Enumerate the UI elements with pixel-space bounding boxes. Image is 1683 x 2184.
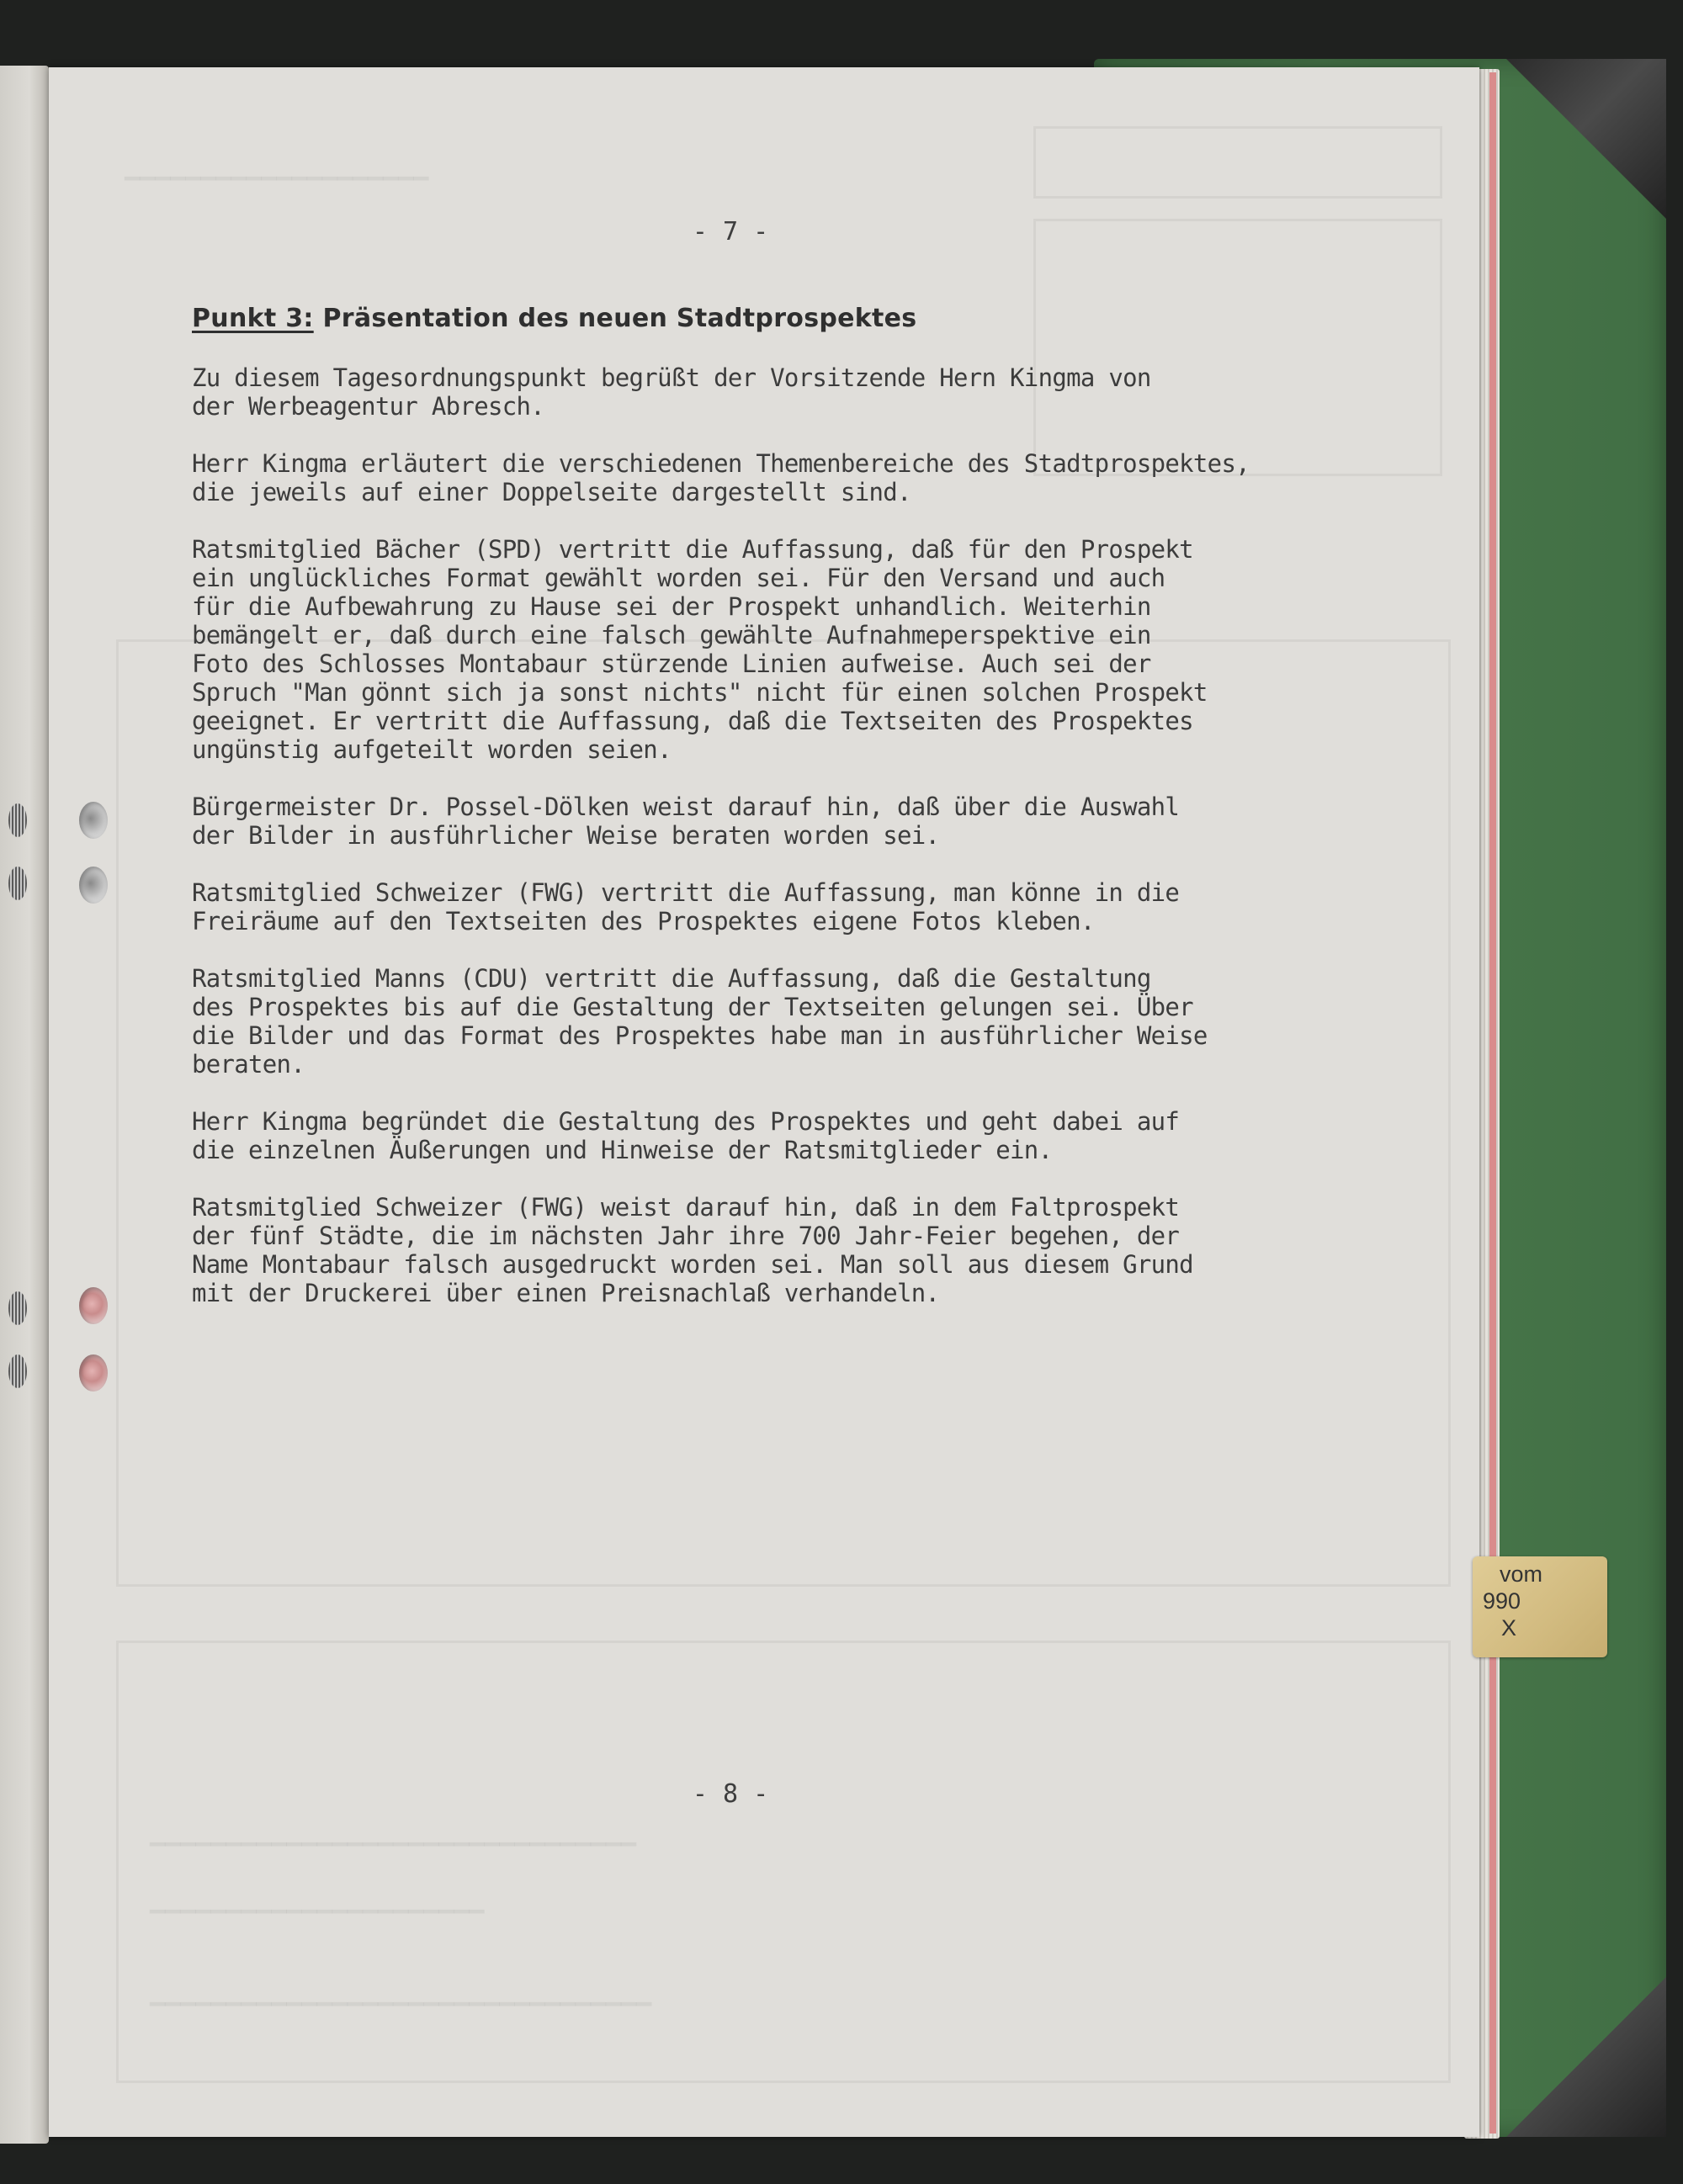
- binder-ring: [8, 867, 27, 900]
- show-through-box: [116, 1641, 1451, 2083]
- red-page-edge: [1489, 72, 1496, 2134]
- left-page-edge: [0, 66, 49, 2144]
- show-through-text: ▁▁▁▁▁▁▁▁▁▁▁▁▁▁▁▁▁▁▁▁▁▁▁▁▁▁▁▁▁▁▁▁▁: [150, 1977, 652, 2006]
- punch-hole: [79, 1354, 108, 1392]
- document-body: [192, 305, 1437, 1336]
- archive-label-sticker: [1473, 1556, 1607, 1657]
- punch-hole: [79, 1287, 108, 1324]
- document-page: [49, 67, 1479, 2137]
- punch-hole: [79, 802, 108, 839]
- paragraph: Ratsmitglied Manns (CDU) vertritt die Auffassung, daß die Gestaltung des Prospektes bis auf die Gestaltung der Textseiten gelungen sei. Über die Bilder und das Format des Prospektes habe man in ausführlicher Weise beraten.: [192, 964, 1208, 1079]
- binder-ring: [8, 803, 27, 837]
- show-through-box: [1033, 126, 1442, 199]
- sticker-text: 990: [1483, 1588, 1521, 1614]
- binder-ring: [8, 1291, 27, 1325]
- agenda-item-label: Punkt 3:: [192, 304, 314, 333]
- agenda-item-heading: [192, 305, 1437, 333]
- paragraph: Bürgermeister Dr. Possel-Dölken weist darauf hin, daß über die Auswahl der Bilder in ausführlicher Weise beraten worden sei.: [192, 792, 1180, 850]
- paragraph: Zu diesem Tagesordnungspunkt begrüßt der Vorsitzende Hern Kingma von der Werbeagentur Abresch.: [192, 363, 1151, 421]
- binder-ring: [8, 1354, 27, 1388]
- agenda-item-title: Präsentation des neuen Stadtprospektes: [322, 304, 917, 333]
- paragraph: Ratsmitglied Bächer (SPD) vertritt die Auffassung, daß für den Prospekt ein unglückliches Format gewählt worden sei. Für den Versand und auch für die Aufbewahrung zu Hause sei der Prospekt unhandlich. Weiterhin bemängelt er, daß durch eine falsch gewählte Aufnahmeperspektive ein Foto des Schlosses Montabaur stürzende Linien aufweise. Auch sei der Spruch "Man gönnt sich ja sonst nichts" nicht für einen solchen Prospekt geeignet. Er vertritt die Auffassung, daß die Textseiten des Prospektes ungünstig aufgeteilt worden seien.: [192, 535, 1208, 764]
- show-through-text: ▁▁▁▁▁▁▁▁▁▁▁▁▁▁▁▁▁▁▁▁: [125, 151, 429, 181]
- page-number-bottom: - 8 -: [692, 1779, 769, 1809]
- paragraph: Herr Kingma erläutert die verschiedenen Themenbereiche des Stadtprospektes, die jeweils auf einer Doppelseite dargestellt sind.: [192, 449, 1250, 506]
- sticker-text: X: [1501, 1615, 1517, 1641]
- page-number-top: - 7 -: [692, 217, 769, 246]
- show-through-text: ▁▁▁▁▁▁▁▁▁▁▁▁▁▁▁▁▁▁▁▁▁▁▁▁▁▁▁▁▁▁▁▁: [150, 1817, 636, 1847]
- paragraph: Herr Kingma begründet die Gestaltung des Prospektes und geht dabei auf die einzelnen Äußerungen und Hinweise der Ratsmitglieder ein.: [192, 1107, 1180, 1164]
- punch-hole: [79, 867, 108, 904]
- paragraph: Ratsmitglied Schweizer (FWG) vertritt die Auffassung, man könne in die Freiräume auf den Textseiten des Prospektes eigene Fotos kleben.: [192, 878, 1180, 936]
- show-through-text: ▁▁▁▁▁▁▁▁▁▁▁▁▁▁▁▁▁▁▁▁▁▁: [150, 1884, 485, 1914]
- sticker-text: vom: [1500, 1561, 1543, 1587]
- paragraph: Ratsmitglied Schweizer (FWG) weist darauf hin, daß in dem Faltprospekt der fünf Städte, die im nächsten Jahr ihre 700 Jahr-Feier begehen, der Name Montabaur falsch ausgedruckt worden sei. Man soll aus diesem Grund mit der Druckerei über einen Preisnachlaß verhandeln.: [192, 1193, 1193, 1307]
